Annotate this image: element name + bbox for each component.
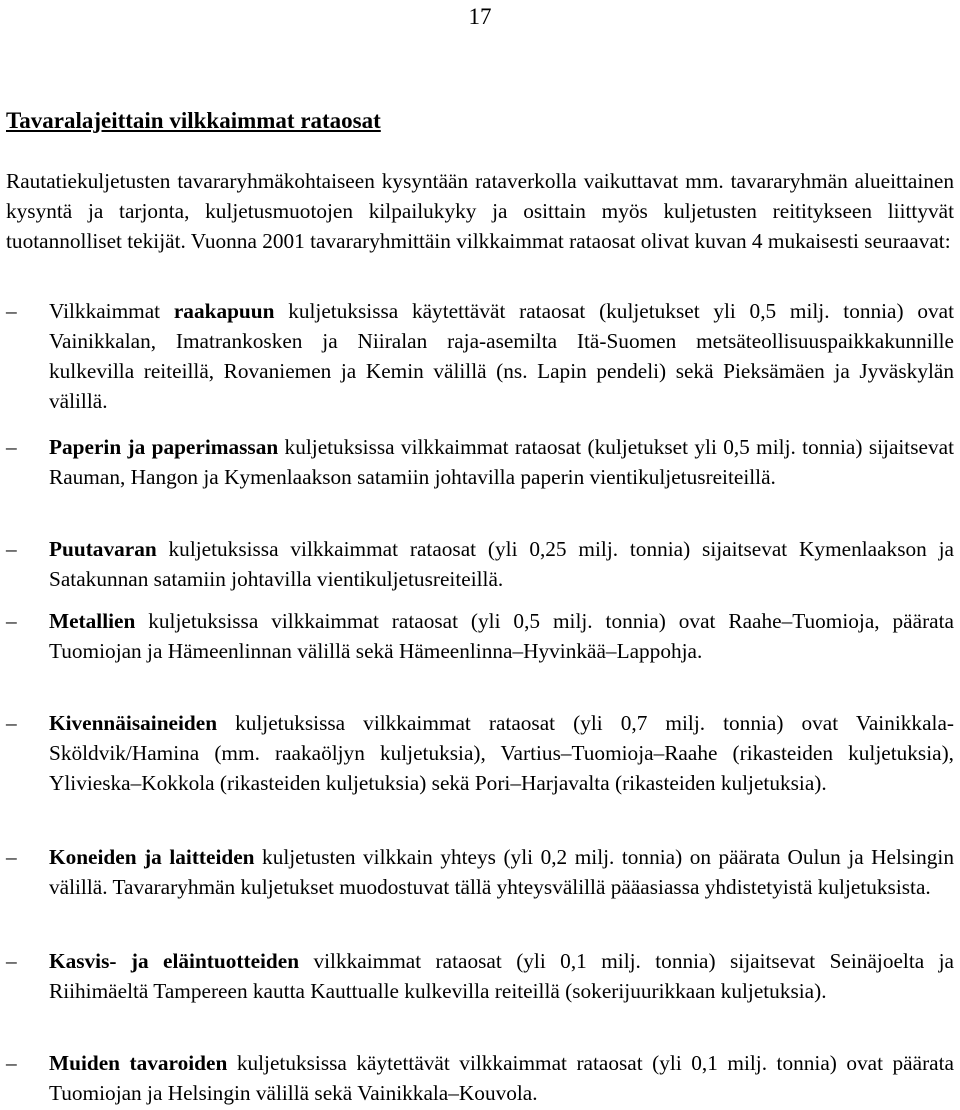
dash-bullet: –	[6, 711, 17, 735]
list-item-kasvis-elaintuotteet	[6, 946, 954, 1006]
list-item-text	[49, 606, 954, 666]
intro-paragraph	[6, 166, 954, 256]
item-body-text: kuljetuksissa vilkkaimmat rataosat (yli 0,7 milj. tonnia) ovat Vainikkala-Sköldvik/Hamina (mm. raakaöljyn kuljetuksia), Vartius–Tuomioja–Raahe (rikasteiden kuljetuksia), Ylivieska–Kokkola (rikasteiden kuljetuksia) sekä Pori–Harjavalta (rikasteiden kuljetuksia).	[49, 711, 954, 795]
item-body-text: kuljetuksissa vilkkaimmat rataosat (kuljetukset yli 0,5 milj. tonnia) sijaitsevat Rauman, Hangon ja Kymenlaakson satamiin johtavilla paperin vientikuljetusreiteillä.	[49, 435, 954, 489]
list-item-text	[49, 842, 954, 902]
list-item-metallit	[6, 606, 954, 666]
item-body-text: kuljetuksissa käytettävät vilkkaimmat rataosat (yli 0,1 milj. tonnia) ovat päärata Tuomiojan ja Helsingin välillä sekä Vainikkala–Kouvola.	[49, 1051, 955, 1105]
item-term: Paperin ja paperimassan	[49, 435, 279, 459]
list-item-raakapuu	[6, 296, 954, 416]
dash-bullet: –	[6, 1051, 17, 1075]
item-term: Kivennäisaineiden	[49, 711, 218, 735]
list-item-puutavara	[6, 534, 954, 594]
list-item-text	[49, 708, 954, 798]
list-item-paperi	[6, 432, 954, 492]
list-item-text	[49, 534, 954, 594]
item-body-text: vilkkaimmat rataosat (yli 0,1 milj. tonnia) sijaitsevat Seinäjoelta ja Riihimäeltä Tampereen kautta Kauttualle kulkevilla reiteillä (sokerijuurikkaan kuljetuksia).	[49, 949, 954, 1003]
dash-bullet: –	[6, 845, 17, 869]
item-term: Koneiden ja laitteiden	[49, 845, 255, 869]
page-number: 17	[468, 4, 492, 29]
list-item-text	[49, 946, 954, 1006]
dash-bullet: –	[6, 435, 17, 459]
item-body-text: kuljetuksissa vilkkaimmat rataosat (yli 0,25 milj. tonnia) sijaitsevat Kymenlaakson ja Satakunnan satamiin johtavilla vientikuljetusreiteillä.	[49, 537, 954, 591]
item-term: raakapuun	[173, 299, 275, 323]
list-item-text	[49, 1048, 954, 1108]
item-term: Puutavaran	[49, 537, 157, 561]
dash-bullet: –	[6, 609, 17, 633]
section-heading: Tavaralajeittain vilkkaimmat rataosat	[6, 108, 381, 133]
item-body-text: kuljetuksissa käytettävät rataosat (kuljetukset yli 0,5 milj. tonnia) ovat Vainikkalan, Imatrankosken ja Niiralan raja-asemilta Itä-Suomen metsäteollisuuspaikkakunnille kulkevilla reiteillä, Rovaniemen ja Kemin välillä (ns. Lapin pendeli) sekä Pieksämäen ja Jyväskylän välillä.	[49, 299, 954, 413]
item-body-text: kuljetuksissa vilkkaimmat rataosat (yli 0,5 milj. tonnia) ovat Raahe–Tuomioja, päärata Tuomiojan ja Hämeenlinnan välillä sekä Hämeenlinna–Hyvinkää–Lappohja.	[49, 609, 954, 663]
item-term: Muiden tavaroiden	[49, 1051, 228, 1075]
list-item-koneet	[6, 842, 954, 902]
item-lead-text: Vilkkaimmat	[49, 299, 174, 323]
dash-bullet: –	[6, 537, 17, 561]
item-term: Kasvis- ja eläintuotteiden	[49, 949, 300, 973]
list-item-kivennaisaineet	[6, 708, 954, 798]
item-term: Metallien	[49, 609, 136, 633]
list-item-muut-tavarat	[6, 1048, 954, 1108]
intro-text: Rautatiekuljetusten tavararyhmäkohtaiseen kysyntään rataverkolla vaikuttavat mm. tavararyhmän alueittainen kysyntä ja tarjonta, kuljetusmuotojen kilpailukyky ja osittain myös kuljetusten reititykseen liittyvät tuotannolliset tekijät. Vuonna 2001 tavararyhmittäin vilkkaimmat rataosat olivat kuvan 4 mukaisesti seuraavat:	[6, 169, 954, 253]
dash-bullet: –	[6, 299, 17, 323]
list-item-text	[49, 432, 954, 492]
dash-bullet: –	[6, 949, 17, 973]
list-item-text	[49, 296, 954, 416]
item-body-text: kuljetusten vilkkain yhteys (yli 0,2 milj. tonnia) on päärata Oulun ja Helsingin välillä. Tavararyhmän kuljetukset muodostuvat tällä yhteysvälillä pääasiassa yhdistetyistä kuljetuksista.	[49, 845, 954, 899]
